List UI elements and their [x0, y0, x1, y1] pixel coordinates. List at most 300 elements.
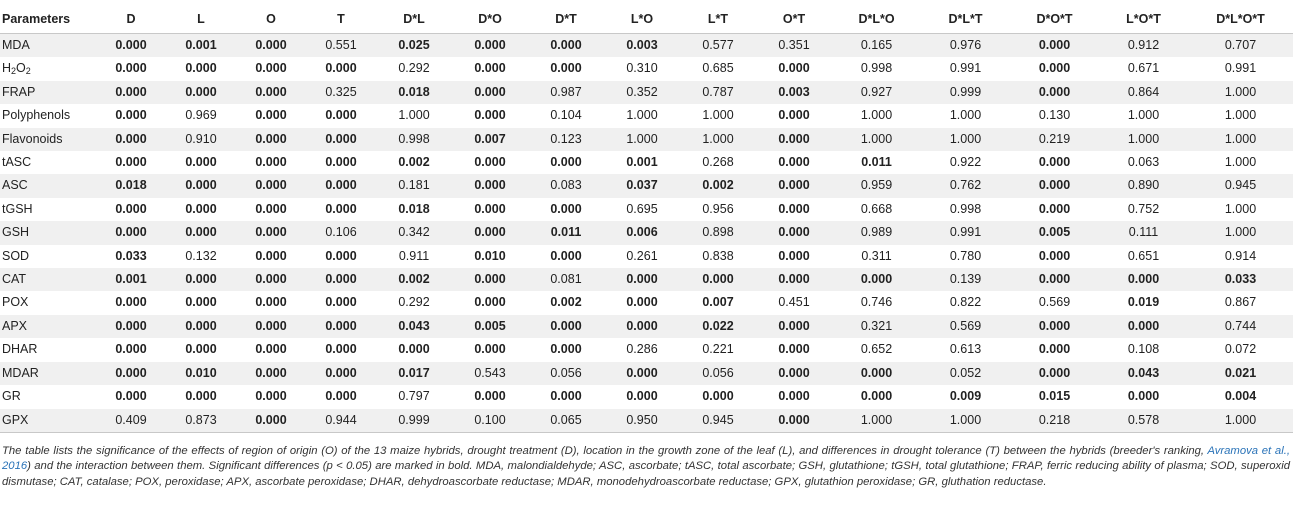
- table-row: [0, 385, 1293, 408]
- p-value-cell: 0.000: [474, 342, 506, 357]
- p-value-cell: 1.000: [860, 108, 893, 123]
- p-value-cell: 0.762: [921, 174, 1010, 197]
- p-value-cell: 0.111: [1099, 221, 1188, 244]
- p-value-cell: 0.000: [626, 389, 658, 404]
- p-value-cell: 0.000: [236, 174, 306, 197]
- p-value-cell: 0.083: [528, 174, 604, 197]
- p-value-cell: 0.000: [255, 61, 287, 76]
- p-value-cell: 0.321: [832, 315, 921, 338]
- p-value-cell: 0.000: [474, 295, 506, 310]
- p-value-cell: 0.000: [236, 268, 306, 291]
- column-header: D*L*O*T: [1188, 6, 1293, 34]
- table-row: [0, 291, 1293, 314]
- p-value-cell: 0.780: [949, 248, 982, 263]
- p-value-cell: 0.000: [306, 268, 376, 291]
- p-value-cell: 0.000: [1099, 268, 1188, 291]
- p-value-cell: 0.003: [756, 81, 832, 104]
- p-value-cell: 0.000: [115, 61, 147, 76]
- parameter-name-text: CAT: [2, 272, 27, 287]
- table-row: [0, 81, 1293, 104]
- p-value-cell: 0.000: [255, 155, 287, 170]
- p-value-cell: 0.000: [1099, 315, 1188, 338]
- p-value-cell: 0.063: [1127, 155, 1160, 170]
- p-value-cell: 0.000: [1038, 61, 1071, 76]
- p-value-cell: 0.007: [452, 128, 528, 151]
- p-value-cell: 0.898: [680, 221, 756, 244]
- p-value-cell: 0.543: [452, 362, 528, 385]
- parameter-name-text: APX: [2, 318, 28, 333]
- p-value-cell: 1.000: [1188, 221, 1293, 244]
- parameter-subscript: 2: [25, 66, 31, 77]
- p-value-cell: 0.000: [474, 155, 506, 170]
- p-value-cell: 0.000: [778, 342, 810, 357]
- table-caption: [2, 444, 1290, 490]
- p-value-cell: 0.551: [306, 34, 376, 58]
- p-value-cell: 0.311: [861, 248, 892, 263]
- p-value-cell: 0.351: [756, 34, 832, 58]
- p-value-cell: 0.000: [96, 315, 166, 338]
- p-value-cell: 1.000: [680, 128, 756, 151]
- parameter-name: [0, 362, 96, 385]
- p-value-cell: 0.108: [1127, 342, 1160, 357]
- p-value-cell: 0.000: [255, 342, 287, 357]
- table-row: [0, 104, 1293, 127]
- p-value-cell: 0.000: [860, 389, 893, 404]
- p-value-cell: 0.043: [376, 315, 452, 338]
- p-value-cell: 0.000: [166, 268, 236, 291]
- column-header: D: [96, 6, 166, 34]
- column-header: D*O*T: [1010, 6, 1099, 34]
- p-value-cell: 0.000: [185, 295, 217, 310]
- p-value-cell: 0.000: [325, 248, 357, 263]
- caption-text-start: The table lists the significance of the effects of region of origin (O) of the 13 maize hybrids, drought treatment (D), location in the growth zone of the leaf (L), and differences in drought tolerance (T) between the hybrids (breeder's ranking,: [2, 445, 1208, 457]
- p-value-cell: 0.001: [166, 34, 236, 58]
- column-header: O: [236, 6, 306, 34]
- p-value-cell: 0.000: [1010, 268, 1099, 291]
- p-value-cell: 0.000: [255, 201, 287, 216]
- p-value-cell: 0.000: [756, 315, 832, 338]
- p-value-cell: 0.286: [626, 342, 658, 357]
- p-value-cell: 0.002: [376, 268, 452, 291]
- p-value-cell: 0.000: [115, 389, 147, 404]
- column-header: L: [166, 6, 236, 34]
- p-value-cell: 0.000: [474, 61, 506, 76]
- p-value-cell: 0.945: [1188, 174, 1293, 197]
- parameter-name: [0, 34, 96, 58]
- p-value-cell: 0.000: [1127, 389, 1160, 404]
- p-value-cell: 0.944: [306, 409, 376, 433]
- p-value-cell: 1.000: [1224, 108, 1257, 123]
- p-value-cell: 0.000: [778, 108, 810, 123]
- p-value-cell: 0.914: [1224, 248, 1257, 263]
- p-value-cell: 0.577: [680, 34, 756, 58]
- column-header: D*O: [452, 6, 528, 34]
- p-value-cell: 0.787: [680, 81, 756, 104]
- parameter-name-text: tGSH: [2, 201, 33, 216]
- p-value-cell: 0.000: [398, 342, 430, 357]
- p-value-cell: 0.991: [921, 221, 1010, 244]
- table-row: [0, 268, 1293, 291]
- p-value-cell: 0.000: [1010, 362, 1099, 385]
- table-row: [0, 245, 1293, 268]
- parameter-name-text: Flavonoids: [2, 131, 63, 146]
- p-value-cell: 0.010: [166, 362, 236, 385]
- p-value-cell: 0.000: [832, 268, 921, 291]
- p-value-cell: 0.000: [452, 221, 528, 244]
- p-value-cell: 1.000: [702, 108, 734, 123]
- p-value-cell: 0.671: [1127, 61, 1160, 76]
- p-value-cell: 0.007: [702, 295, 734, 310]
- p-value-cell: 0.890: [1099, 174, 1188, 197]
- p-value-cell: 0.000: [236, 81, 306, 104]
- p-value-cell: 0.991: [949, 61, 982, 76]
- p-value-cell: 0.000: [185, 201, 217, 216]
- p-value-cell: 0.000: [166, 315, 236, 338]
- parameter-name: [0, 315, 96, 338]
- p-value-cell: 0.000: [452, 268, 528, 291]
- p-value-cell: 0.001: [96, 268, 166, 291]
- p-value-cell: 1.000: [1224, 201, 1257, 216]
- p-value-cell: 1.000: [1188, 81, 1293, 104]
- p-value-cell: 0.025: [376, 34, 452, 58]
- p-value-cell: 0.000: [604, 315, 680, 338]
- p-value-cell: 0.000: [550, 155, 582, 170]
- p-value-cell: 0.000: [166, 221, 236, 244]
- table-header-row: [0, 6, 1293, 34]
- p-value-cell: 0.998: [860, 61, 893, 76]
- p-value-cell: 0.000: [306, 362, 376, 385]
- p-value-cell: 0.912: [1099, 34, 1188, 58]
- p-value-cell: 0.578: [1099, 409, 1188, 433]
- p-value-cell: 0.018: [96, 174, 166, 197]
- p-value-cell: 0.000: [778, 155, 810, 170]
- parameter-name: [0, 409, 96, 433]
- p-value-cell: 0.864: [1099, 81, 1188, 104]
- p-value-cell: 1.000: [1127, 108, 1160, 123]
- p-value-cell: 1.000: [1188, 409, 1293, 433]
- p-value-cell: 0.004: [1224, 389, 1257, 404]
- column-header: D*L*O: [832, 6, 921, 34]
- p-value-cell: 0.022: [680, 315, 756, 338]
- parameter-name-text: GPX: [2, 412, 29, 427]
- p-value-cell: 0.000: [115, 342, 147, 357]
- table-row: [0, 128, 1293, 151]
- p-value-cell: 0.219: [1010, 128, 1099, 151]
- p-value-cell: 0.139: [921, 268, 1010, 291]
- p-value-cell: 0.668: [860, 201, 893, 216]
- p-value-cell: 0.002: [398, 155, 430, 170]
- p-value-cell: 0.685: [702, 61, 734, 76]
- column-header: L*T: [680, 6, 756, 34]
- p-value-cell: 0.018: [376, 81, 452, 104]
- parameter-name: [0, 104, 96, 127]
- p-value-cell: 1.000: [626, 108, 658, 123]
- parameter-name: [0, 338, 96, 361]
- p-value-cell: 0.910: [166, 128, 236, 151]
- p-value-cell: 0.797: [398, 389, 430, 404]
- p-value-cell: 0.017: [376, 362, 452, 385]
- column-header: L*O: [604, 6, 680, 34]
- table-row: [0, 34, 1293, 58]
- p-value-cell: 0.000: [680, 268, 756, 291]
- p-value-cell: 0.342: [376, 221, 452, 244]
- p-value-cell: 0.000: [185, 389, 217, 404]
- p-value-cell: 0.100: [452, 409, 528, 433]
- parameter-subscript: 2: [11, 66, 17, 77]
- parameter-name-text: GR: [2, 389, 21, 404]
- p-value-cell: 0.000: [306, 174, 376, 197]
- parameter-name-text: DHAR: [2, 342, 38, 357]
- p-value-cell: 0.000: [185, 342, 217, 357]
- p-value-cell: 0.011: [528, 221, 604, 244]
- p-value-cell: 0.569: [921, 315, 1010, 338]
- p-value-cell: 0.000: [255, 248, 287, 263]
- p-value-cell: 0.000: [1038, 342, 1071, 357]
- p-value-cell: 0.037: [604, 174, 680, 197]
- p-value-cell: 0.056: [528, 362, 604, 385]
- p-value-cell: 0.065: [528, 409, 604, 433]
- p-value-cell: 0.010: [474, 248, 506, 263]
- parameter-name: [0, 385, 96, 408]
- p-value-cell: 0.000: [778, 248, 810, 263]
- p-value-cell: 0.043: [1099, 362, 1188, 385]
- p-value-cell: 0.000: [1010, 315, 1099, 338]
- column-header: L*O*T: [1099, 6, 1188, 34]
- p-value-cell: 0.000: [255, 389, 287, 404]
- p-value-cell: 0.268: [702, 155, 734, 170]
- p-value-cell: 0.000: [236, 315, 306, 338]
- p-value-cell: 0.015: [1038, 389, 1071, 404]
- p-value-cell: 0.000: [115, 155, 147, 170]
- p-value-cell: 0.000: [756, 409, 832, 433]
- p-value-cell: 0.000: [778, 201, 810, 216]
- p-value-cell: 0.000: [236, 362, 306, 385]
- p-value-cell: 0.945: [680, 409, 756, 433]
- parameter-name-text: GSH: [2, 225, 30, 240]
- p-value-cell: 0.000: [1038, 248, 1071, 263]
- p-value-cell: 0.409: [96, 409, 166, 433]
- p-value-cell: 0.569: [1038, 295, 1071, 310]
- p-value-cell: 0.181: [376, 174, 452, 197]
- p-value-cell: 0.000: [452, 34, 528, 58]
- table-row: [0, 409, 1293, 433]
- parameter-name-text: MDAR: [2, 365, 39, 380]
- p-value-cell: 0.922: [949, 155, 982, 170]
- p-value-cell: 1.000: [604, 128, 680, 151]
- p-value-cell: 0.000: [115, 108, 147, 123]
- parameter-name: [0, 81, 96, 104]
- p-value-cell: 0.000: [550, 201, 582, 216]
- p-value-cell: 0.000: [325, 342, 357, 357]
- p-value-cell: 0.221: [702, 342, 734, 357]
- p-value-cell: 0.000: [756, 174, 832, 197]
- p-value-cell: 0.000: [166, 81, 236, 104]
- parameter-name: [0, 174, 96, 197]
- p-value-cell: 0.261: [626, 248, 658, 263]
- p-value-cell: 0.867: [1224, 295, 1257, 310]
- p-value-cell: 0.000: [702, 389, 734, 404]
- p-value-cell: 0.325: [306, 81, 376, 104]
- p-value-cell: 0.000: [236, 34, 306, 58]
- p-value-cell: 0.002: [680, 174, 756, 197]
- p-value-cell: 0.000: [452, 81, 528, 104]
- p-value-cell: 0.956: [702, 201, 734, 216]
- p-value-cell: 0.000: [550, 61, 582, 76]
- p-value-cell: 0.999: [376, 409, 452, 433]
- p-value-cell: 0.000: [96, 221, 166, 244]
- p-value-cell: 0.000: [1010, 81, 1099, 104]
- parameter-name-text: SOD: [2, 248, 30, 263]
- parameter-name: [0, 268, 96, 291]
- p-value-cell: 0.005: [452, 315, 528, 338]
- p-value-cell: 0.001: [626, 155, 658, 170]
- parameter-name: [0, 291, 96, 314]
- p-value-cell: 0.000: [255, 108, 287, 123]
- parameter-name-text: FRAP: [2, 84, 36, 99]
- p-value-cell: 0.081: [528, 268, 604, 291]
- p-value-cell: 0.000: [185, 61, 217, 76]
- p-value-cell: 0.011: [861, 155, 892, 170]
- p-value-cell: 0.000: [325, 389, 357, 404]
- column-header: D*L: [376, 6, 452, 34]
- parameter-name: [0, 198, 96, 221]
- column-header: D*T: [528, 6, 604, 34]
- p-value-cell: 1.000: [832, 128, 921, 151]
- p-value-cell: 0.000: [832, 362, 921, 385]
- p-value-cell: 0.695: [626, 201, 658, 216]
- p-value-cell: 0.613: [949, 342, 982, 357]
- p-value-cell: 0.000: [325, 201, 357, 216]
- p-value-cell: 0.000: [756, 268, 832, 291]
- p-value-cell: 0.746: [860, 295, 893, 310]
- p-value-cell: 0.072: [1224, 342, 1257, 357]
- p-value-cell: 0.969: [185, 108, 217, 123]
- p-value-cell: 0.822: [949, 295, 982, 310]
- table-row: [0, 151, 1293, 174]
- p-value-cell: 0.033: [1188, 268, 1293, 291]
- p-value-cell: 0.000: [115, 201, 147, 216]
- p-value-cell: 1.000: [398, 108, 430, 123]
- p-value-cell: 0.989: [832, 221, 921, 244]
- p-value-cell: 0.950: [604, 409, 680, 433]
- parameter-name-text: tASC: [2, 155, 32, 170]
- p-value-cell: 0.132: [185, 248, 217, 263]
- parameter-name: [0, 57, 96, 80]
- p-value-cell: 1.000: [1099, 128, 1188, 151]
- p-value-cell: 1.000: [921, 409, 1010, 433]
- p-value-cell: 0.000: [550, 248, 582, 263]
- p-value-cell: 0.000: [306, 315, 376, 338]
- p-value-cell: 0.019: [1127, 295, 1160, 310]
- p-value-cell: 0.000: [1038, 201, 1071, 216]
- p-value-cell: 0.000: [96, 34, 166, 58]
- p-value-cell: 0.652: [860, 342, 893, 357]
- column-header-parameters: Parameters: [0, 6, 96, 34]
- p-value-cell: 0.000: [166, 174, 236, 197]
- table-row: [0, 315, 1293, 338]
- table-row: [0, 57, 1293, 80]
- p-value-cell: 0.106: [306, 221, 376, 244]
- p-value-cell: 0.000: [756, 128, 832, 151]
- p-value-cell: 0.451: [778, 295, 810, 310]
- p-value-cell: 0.000: [255, 295, 287, 310]
- p-value-cell: 0.000: [236, 128, 306, 151]
- p-value-cell: 0.292: [398, 295, 430, 310]
- parameter-name-tail: O: [16, 61, 26, 76]
- p-value-cell: 0.021: [1188, 362, 1293, 385]
- p-value-cell: 0.999: [921, 81, 1010, 104]
- p-value-cell: 0.987: [528, 81, 604, 104]
- caption-citation-link[interactable]: Avramova et al., 2016: [2, 445, 1290, 473]
- p-value-cell: 0.959: [832, 174, 921, 197]
- p-value-cell: 0.006: [604, 221, 680, 244]
- p-value-cell: 0.000: [626, 295, 658, 310]
- p-value-cell: 0.000: [604, 268, 680, 291]
- parameter-name-text: H: [2, 61, 12, 76]
- p-value-cell: 0.000: [96, 362, 166, 385]
- p-value-cell: 0.000: [452, 174, 528, 197]
- p-value-cell: 0.000: [325, 155, 357, 170]
- table-row: [0, 174, 1293, 197]
- p-value-cell: 0.352: [604, 81, 680, 104]
- p-value-cell: 0.000: [115, 295, 147, 310]
- p-value-cell: 0.000: [778, 389, 810, 404]
- p-value-cell: 0.000: [96, 81, 166, 104]
- p-value-cell: 0.002: [550, 295, 582, 310]
- p-value-cell: 0.998: [376, 128, 452, 151]
- p-value-cell: 1.000: [832, 409, 921, 433]
- p-value-cell: 0.000: [474, 201, 506, 216]
- parameter-name: [0, 221, 96, 244]
- column-header: D*L*T: [921, 6, 1010, 34]
- parameter-name-text: MDA: [2, 38, 30, 52]
- p-value-cell: 0.998: [949, 201, 982, 216]
- p-value-cell: 0.000: [236, 221, 306, 244]
- p-value-cell: 0.991: [1224, 61, 1257, 76]
- p-value-cell: 0.873: [166, 409, 236, 433]
- parameter-name: [0, 128, 96, 151]
- parameter-name: [0, 151, 96, 174]
- p-value-cell: 0.104: [550, 108, 582, 123]
- p-value-cell: 1.000: [949, 108, 982, 123]
- table-body: [0, 34, 1293, 433]
- p-value-cell: 0.927: [832, 81, 921, 104]
- caption-text-end: ) and the interaction between them. Significant differences (p < 0.05) are marked in bold. MDA, malondialdehyde; ASC, ascorbate; tASC, total ascorbate; GSH, glutathione; tGSH, total glutathione; FRAP, ferric reducing ability of plasma; SOD, superoxid dismutase; CAT, catalase; POX, peroxidase; APX, ascorbate peroxidase; DHAR, dehydroascorbate reductase; MDAR, monodehydroascorbate reductase; GPX, glutathion peroxidase; GR, gluthation reductase.: [2, 460, 1290, 488]
- p-value-cell: 0.018: [398, 201, 430, 216]
- column-header: T: [306, 6, 376, 34]
- p-value-cell: 0.707: [1188, 34, 1293, 58]
- parameter-name-text: Polyphenols: [2, 108, 71, 123]
- p-value-cell: 0.005: [1010, 221, 1099, 244]
- table-row: [0, 221, 1293, 244]
- p-value-cell: 0.009: [949, 389, 982, 404]
- p-value-cell: 0.292: [398, 61, 430, 76]
- p-value-cell: 1.000: [1188, 128, 1293, 151]
- p-value-cell: 0.033: [115, 248, 147, 263]
- p-value-cell: 0.165: [832, 34, 921, 58]
- p-value-cell: 0.000: [1010, 34, 1099, 58]
- p-value-cell: 0.838: [702, 248, 734, 263]
- p-value-cell: 0.130: [1038, 108, 1071, 123]
- p-value-cell: 0.911: [398, 248, 430, 263]
- p-value-cell: 0.000: [1010, 174, 1099, 197]
- p-value-cell: 0.000: [306, 128, 376, 151]
- p-value-cell: 1.000: [921, 128, 1010, 151]
- p-value-cell: 0.310: [626, 61, 658, 76]
- p-value-cell: 0.218: [1010, 409, 1099, 433]
- parameter-name-text: POX: [2, 295, 29, 310]
- p-value-cell: 0.000: [528, 315, 604, 338]
